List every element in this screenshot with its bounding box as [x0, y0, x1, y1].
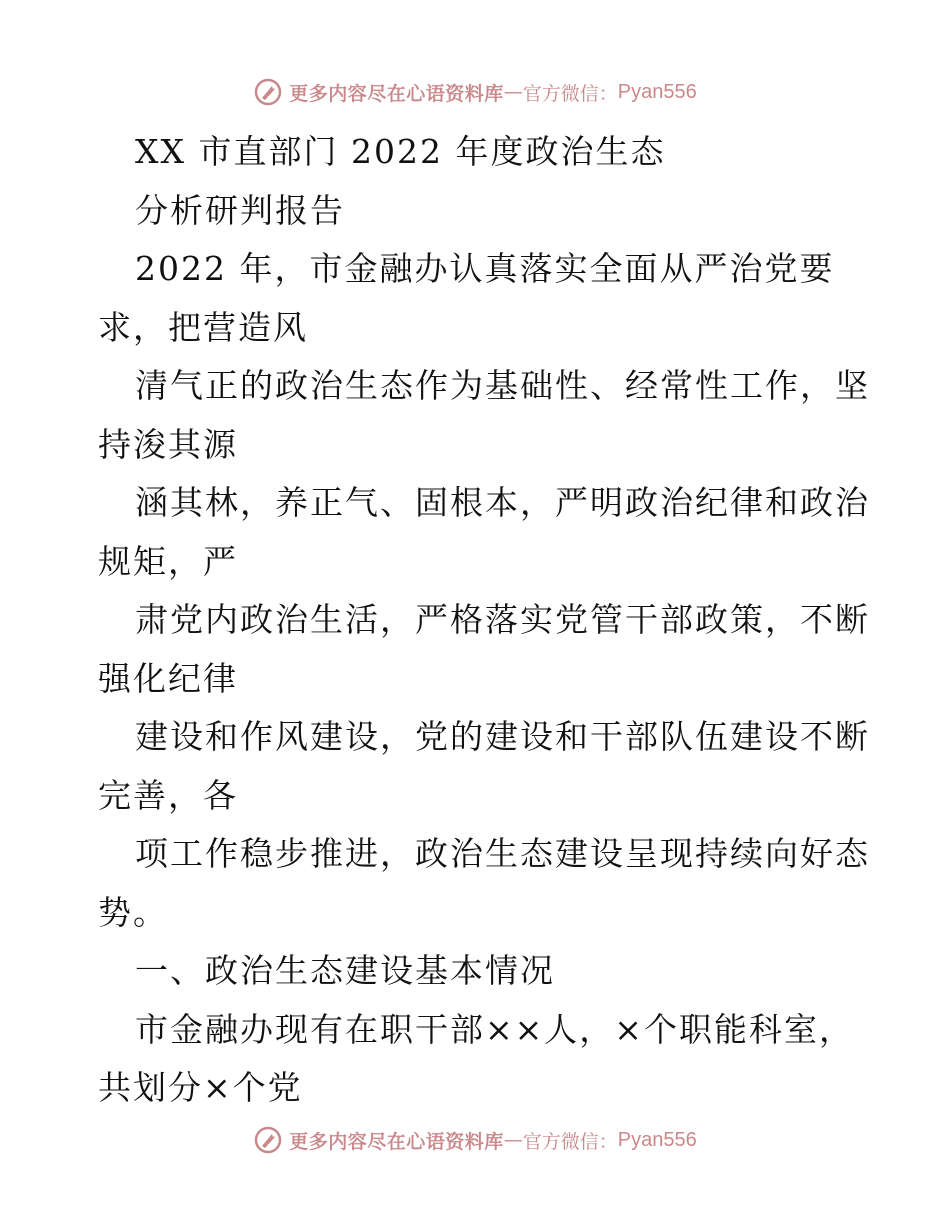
- document-body: [98, 123, 870, 1118]
- watermark-wechat-id: Pyan556: [617, 80, 697, 103]
- doc-section-heading: 一、政治生态建设基本情况: [135, 951, 555, 990]
- doc-paragraph-line: 2022 年，市金融办认真落实全面从严治党要: [135, 249, 835, 288]
- watermark-footer: [0, 1120, 950, 1160]
- doc-paragraph-line: 建设和作风建设，党的建设和干部队伍建设不断: [135, 717, 870, 756]
- watermark-header: [0, 72, 950, 112]
- doc-title-line-2: 分析研判报告: [135, 190, 345, 230]
- doc-paragraph-line: 项工作稳步推进，政治生态建设呈现持续向好态: [135, 834, 870, 873]
- pen-nib-logo-icon: [253, 1125, 283, 1155]
- watermark-separator: —: [503, 1129, 523, 1151]
- doc-paragraph-line: 规矩，严: [98, 541, 238, 581]
- watermark-wechat-label: 官方微信：: [522, 82, 618, 105]
- doc-paragraph-line: 共划分×个党: [98, 1068, 303, 1107]
- watermark-separator: —: [503, 81, 523, 103]
- doc-paragraph-line: 强化纪律: [98, 658, 238, 698]
- doc-paragraph-line: 肃党内政治生活，严格落实党管干部政策，不断: [135, 600, 870, 639]
- doc-title-line-1: XX 市直部门 2022 年度政治生态: [135, 132, 666, 171]
- doc-paragraph-line: 完善，各: [98, 775, 238, 815]
- doc-paragraph-line: 求，把营造风: [98, 307, 308, 347]
- doc-paragraph-line: 市金融办现有在职干部××人，×个职能科室，: [135, 1009, 854, 1049]
- doc-paragraph-line: 清气正的政治生态作为基础性、经常性工作，坚: [135, 366, 870, 405]
- doc-paragraph-line: 涵其林，养正气、固根本，严明政治纪律和政治: [135, 483, 870, 522]
- watermark-site-text: 更多内容尽在心语资料库: [289, 82, 504, 105]
- watermark-wechat-id: Pyan556: [617, 1128, 697, 1151]
- doc-paragraph-line: 持浚其源: [98, 424, 238, 464]
- watermark-site-text: 更多内容尽在心语资料库: [289, 1130, 504, 1153]
- watermark-wechat-label: 官方微信：: [522, 1130, 618, 1153]
- pen-nib-logo-icon: [253, 77, 283, 107]
- doc-paragraph-line: 势。: [98, 892, 168, 932]
